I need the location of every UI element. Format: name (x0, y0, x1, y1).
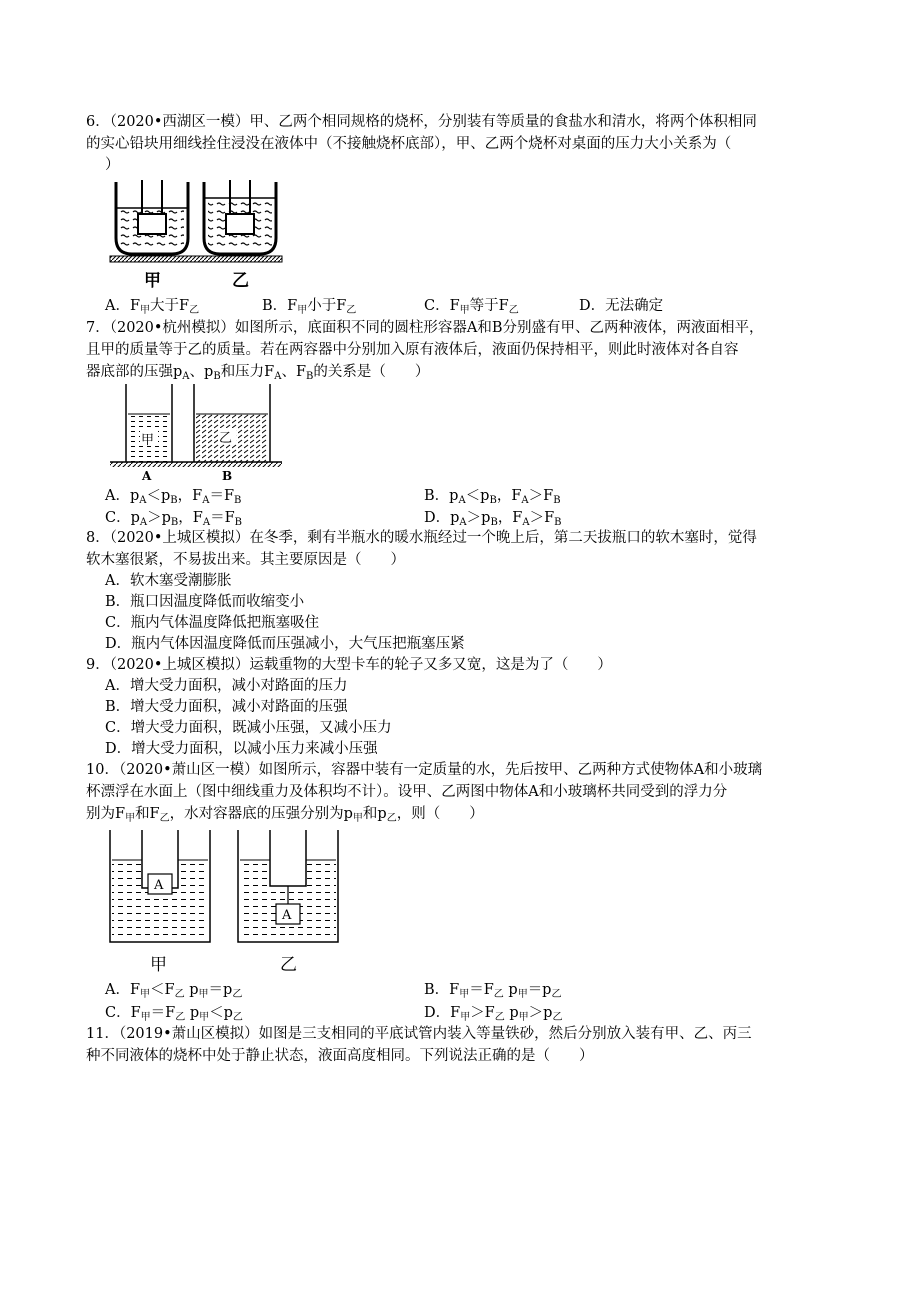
q7-ground (110, 462, 282, 467)
q6-label-jia: 甲 (144, 271, 161, 291)
q6-label-yi: 乙 (232, 271, 249, 291)
q8-stem-line2: 软木塞很紧，不易拔出来。其主要原因是（ ） (86, 552, 405, 568)
q6-option-a[interactable]: A．$F_甲$大于$F_乙$ (105, 298, 200, 316)
q6-option-c[interactable]: C．$F_甲$等于$F_乙$ (424, 298, 519, 316)
q7-liquid-jia: 甲 (141, 433, 155, 448)
q6-option-b[interactable]: B．$F_甲$小于$F_乙$ (262, 298, 357, 316)
q6-beaker-jia (116, 180, 188, 254)
q10-stem-line3: 别为$F_甲$和$F_乙$，水对容器底的压强分别为$p_甲$和$p_乙$，则（ ） (86, 806, 484, 824)
q9-option-b[interactable]: B．增大受力面积，减小对路面的压强 (105, 699, 348, 715)
q6-stem-line2: 的实心铅块用细线拴住浸没在液体中（不接触烧杯底部），甲、乙两个烧杯对桌面的压力大小关系为（ (86, 136, 732, 152)
q10-figure (108, 826, 340, 976)
q8-option-c[interactable]: C．瓶内气体温度降低把瓶塞吸住 (105, 615, 320, 631)
q7-figure (106, 384, 282, 482)
q10-object-a-jia: A (154, 878, 164, 893)
q11-stem-line2: 种不同液体的烧杯中处于静止状态，液面高度相同。下列说法正确的是（ ） (86, 1048, 594, 1064)
q7-liquid-yi: 乙 (219, 431, 233, 446)
q7-option-b[interactable]: B．$p_A<p_B$，$F_A>F_B$ (424, 488, 561, 506)
q7-option-a[interactable]: A．$p_A<p_B$，$F_A=F_B$ (105, 488, 242, 506)
q8-stem-line1: 8．（2020•上城区模拟）在冬季，剩有半瓶水的暖水瓶经过一个晚上后，第二天拔瓶口的软木塞时，觉得 (86, 530, 757, 546)
q6-beaker-yi (204, 180, 276, 254)
q6-option-d[interactable]: D．无法确定 (579, 298, 664, 314)
q8-option-d[interactable]: D．瓶内气体因温度降低而压强减小，大气压把瓶塞压紧 (105, 636, 465, 652)
q6-table-surface (110, 256, 282, 262)
q10-option-a[interactable]: A．$F_甲<F_乙$ $p_甲=p_乙$ (105, 982, 243, 1000)
q7-option-d[interactable]: D．$p_A>p_B$，$F_A>F_B$ (424, 510, 562, 528)
q10-label-yi: 乙 (280, 955, 297, 975)
q9-option-a[interactable]: A．增大受力面积，减小对路面的压力 (105, 678, 348, 694)
q7-label-a: A (142, 469, 152, 482)
q10-option-c[interactable]: C．$F_甲=F_乙$ $p_甲<p_乙$ (105, 1005, 243, 1023)
q8-option-a[interactable]: A．软木塞受潮膨胀 (105, 573, 232, 589)
q7-label-b: B (222, 469, 233, 482)
q6-stem-line3: ） (105, 157, 120, 173)
q10-container-jia (110, 830, 210, 942)
q6-stem-line1: 6．（2020•西湖区一模）甲、乙两个相同规格的烧杯，分别装有等质量的食盐水和清水，将两个体积相同 (86, 114, 757, 130)
q10-label-jia: 甲 (150, 955, 167, 975)
q10-option-b[interactable]: B．$F_甲=F_乙$ $p_甲=p_乙$ (424, 982, 562, 1000)
q6-figure (108, 176, 284, 294)
q10-option-d[interactable]: D．$F_甲>F_乙$ $p_甲>p_乙$ (424, 1005, 563, 1023)
q9-stem-line1: 9．（2020•上城区模拟）运载重物的大型卡车的轮子又多又宽，这是为了（ ） (86, 657, 612, 673)
q7-option-c[interactable]: C．$p_A>p_B$，$F_A=F_B$ (105, 510, 242, 528)
q9-option-d[interactable]: D．增大受力面积，以减小压力来减小压强 (105, 741, 378, 757)
q8-option-b[interactable]: B．瓶口因温度降低而收缩变小 (105, 594, 305, 610)
q10-stem-line2: 杯漂浮在水面上（图中细线重力及体积均不计）。设甲、乙两图中物体A和小玻璃杯共同受到的浮力分 (86, 784, 728, 800)
q11-stem-line1: 11．（2019•萧山区模拟）如图是三支相同的平底试管内装入等量铁砂，然后分别放入装有甲、乙、丙三 (86, 1026, 752, 1042)
q7-stem-line1: 7．（2020•杭州模拟）如图所示，底面积不同的圆柱形容器A和B分别盛有甲、乙两种液体，两液面相平， (86, 320, 764, 336)
q10-object-a-yi: A (282, 908, 292, 923)
q7-stem-line2: 且甲的质量等于乙的质量。若在两容器中分别加入原有液体后，液面仍保持相平，则此时液体对各自容 (86, 342, 739, 358)
q7-stem-line3: 器底部的压强$p_A$、$p_B$和压力$F_A$、$F_B$的关系是（ ） (86, 364, 430, 382)
q9-option-c[interactable]: C．增大受力面积，既减小压强，又减小压力 (105, 720, 392, 736)
q10-container-yi (238, 830, 338, 942)
q10-stem-line1: 10．（2020•萧山区一模）如图所示，容器中装有一定质量的水，先后按甲、乙两种方式使物体A和小玻璃 (86, 762, 763, 778)
